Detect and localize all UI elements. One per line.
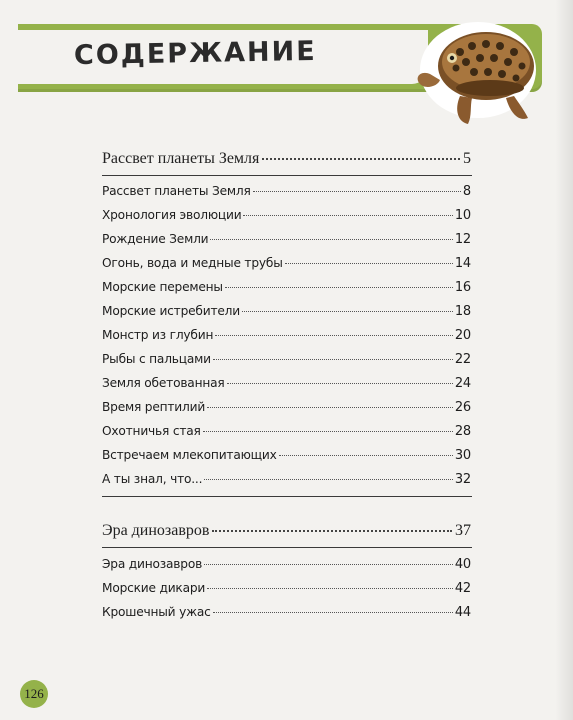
toc-entry-label: Монстр из глубин xyxy=(102,328,214,342)
leader-dots xyxy=(227,383,453,384)
page-edge-shadow xyxy=(555,0,573,720)
leader-dots xyxy=(207,407,453,408)
toc-list xyxy=(102,557,471,629)
toc-entry[interactable] xyxy=(102,605,471,629)
toc-entry[interactable] xyxy=(102,256,471,280)
toc-entry-label: Охотничья стая xyxy=(102,424,201,438)
toc-entry-page: 22 xyxy=(454,352,471,367)
leader-dots xyxy=(204,479,453,480)
toc-entry-page: 32 xyxy=(454,472,471,487)
toc-entry-page: 30 xyxy=(454,448,471,463)
toc-entry-label: Морские дикари xyxy=(102,581,206,595)
toc-entry-page: 20 xyxy=(454,328,471,343)
toc-entry-label: Крошечный ужас xyxy=(102,605,211,619)
toc-entry-page: 8 xyxy=(462,184,471,199)
toc-entry-page: 26 xyxy=(454,400,471,415)
toc-entry[interactable] xyxy=(102,280,471,304)
page-number-badge xyxy=(20,680,48,708)
toc-entry-label: Хронология эволюции xyxy=(102,208,242,222)
leader-dots xyxy=(285,263,453,264)
toc-entry[interactable] xyxy=(102,304,471,328)
toc-entry-page: 44 xyxy=(454,605,471,620)
leader-dots xyxy=(213,359,453,360)
leader-dots xyxy=(213,612,453,613)
leader-dots xyxy=(262,158,460,160)
section-divider xyxy=(102,175,472,176)
toc-entry[interactable] xyxy=(102,400,471,424)
page-title: СОДЕРЖАНИЕ xyxy=(73,35,317,72)
leader-dots xyxy=(212,530,452,532)
leader-dots xyxy=(203,431,453,432)
toc-entry-label: Рыбы с пальцами xyxy=(102,352,211,366)
toc-entry-page: 16 xyxy=(454,280,471,295)
section-divider xyxy=(102,547,472,548)
toc-entry[interactable] xyxy=(102,232,471,256)
toc-entry-label: Рождение Земли xyxy=(102,232,209,246)
toc-entry-label: Морские перемены xyxy=(102,280,223,294)
toc-entry[interactable] xyxy=(102,424,471,448)
toc-entry[interactable] xyxy=(102,328,471,352)
toc-entry[interactable] xyxy=(102,557,471,581)
toc-entry-label: Земля обетованная xyxy=(102,376,225,390)
section-title-page: 5 xyxy=(463,150,471,167)
section-divider xyxy=(102,496,472,497)
leader-dots xyxy=(253,191,461,192)
leader-dots xyxy=(243,215,452,216)
toc-entry-page: 24 xyxy=(454,376,471,391)
toc-entry-page: 10 xyxy=(454,208,471,223)
toc-entry-page: 40 xyxy=(454,557,471,572)
section-title-label: Рассвет планеты Земля xyxy=(102,150,260,167)
section-title-label: Эра динозавров xyxy=(102,522,210,539)
toc-entry-page: 12 xyxy=(454,232,471,247)
leader-dots xyxy=(242,311,453,312)
leader-dots xyxy=(215,335,453,336)
section-title[interactable] xyxy=(102,522,471,540)
toc-entry-label: Огонь, вода и медные трубы xyxy=(102,256,283,270)
toc-entry-page: 18 xyxy=(454,304,471,319)
toc-entry-label: Эра динозавров xyxy=(102,557,203,571)
toc-entry[interactable] xyxy=(102,208,471,232)
leader-dots xyxy=(207,588,453,589)
section-title[interactable] xyxy=(102,150,471,168)
toc-entry-page: 28 xyxy=(454,424,471,439)
toc-entry[interactable] xyxy=(102,352,471,376)
toc-entry[interactable] xyxy=(102,472,471,496)
leader-dots xyxy=(279,455,453,456)
toc-entry-label: Встречаем млекопитающих xyxy=(102,448,277,462)
toc-entry-label: Рассвет планеты Земля xyxy=(102,184,251,198)
section-title-page: 37 xyxy=(455,522,471,539)
leader-dots xyxy=(210,239,452,240)
leader-dots xyxy=(225,287,453,288)
toc-entry[interactable] xyxy=(102,184,471,208)
toc-entry-label: Время рептилий xyxy=(102,400,206,414)
page-number: 126 xyxy=(24,686,44,701)
toc-entry-label: Морские истребители xyxy=(102,304,240,318)
toc-entry[interactable] xyxy=(102,448,471,472)
toc-list xyxy=(102,184,471,496)
toc-entry[interactable] xyxy=(102,581,471,605)
toc-entry-page: 42 xyxy=(454,581,471,596)
leader-dots xyxy=(204,564,453,565)
toc-entry-label: А ты знал, что... xyxy=(102,472,203,486)
toc-entry-page: 14 xyxy=(454,256,471,271)
creature-illustration xyxy=(410,18,540,130)
toc-entry[interactable] xyxy=(102,376,471,400)
